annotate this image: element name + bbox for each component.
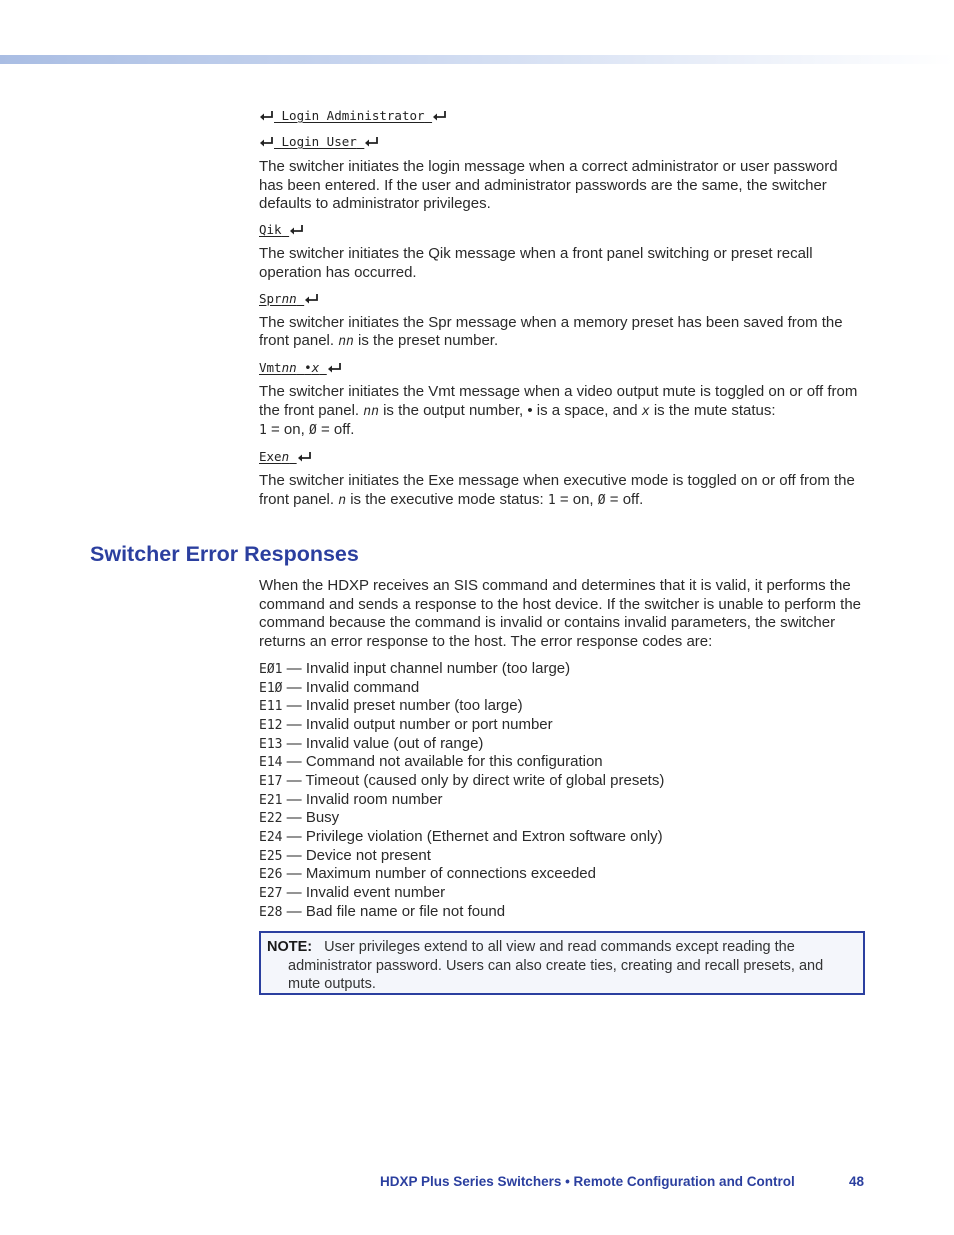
error-description: — Invalid preset number (too large) [282,697,523,715]
spr-response [259,291,865,307]
vmt-separator: • [304,359,312,375]
vmt-response [259,360,865,376]
qik-text: Qik [259,222,282,238]
error-code-item [259,660,865,679]
error-code: E26 [259,867,283,883]
exe-text: Exe [259,449,282,465]
section-heading: Switcher Error Responses [90,542,359,566]
error-code: E21 [259,792,283,808]
response-list [259,108,865,510]
enter-icon [297,451,312,463]
error-code: E27 [259,886,283,902]
error-code: E25 [259,848,283,864]
enter-icon [432,110,447,122]
spr-description: The switcher initiates the Spr message when a memory preset has been saved from the front panel. nn is the preset number. [259,313,843,350]
error-description: — Invalid value (out of range) [282,734,484,752]
exe-response [259,449,865,465]
page-footer [380,1174,864,1189]
enter-icon [304,293,319,305]
error-section [259,577,865,921]
vmt-description: The switcher initiates the Vmt message when a video output mute is toggled on or off from the front panel. nn is the output number, • is a space, and x is the mute status: 1 = on, Ø = off. [259,382,858,439]
error-code-item [259,791,865,810]
section-intro: When the HDXP receives an SIS command and determines that it is valid, it performs the command and sends a response to the host device. If the switcher is unable to perform the command because the command is invalid or contains invalid parameters, the switcher returns an error response to the host. The error response codes are: [259,577,861,651]
error-code-item [259,735,865,754]
error-code-item [259,865,865,884]
error-code-item [259,884,865,903]
enter-icon [259,110,274,122]
error-code-item [259,828,865,847]
error-code: E11 [259,699,283,715]
error-code: E14 [259,755,283,771]
error-description: — Bad file name or file not found [282,902,506,920]
error-description: — Maximum number of connections exceeded [282,865,596,883]
error-code-item [259,716,865,735]
error-code: EØ1 [259,661,283,677]
error-code: E17 [259,773,283,789]
footer-title: HDXP Plus Series Switchers • Remote Configuration and Control [380,1174,795,1189]
header-gradient-bar [0,55,954,64]
error-code: E1Ø [259,680,283,696]
login-user-response [259,134,865,150]
error-description: — Device not present [282,846,431,864]
login-description: The switcher initiates the login message when a correct administrator or user password has been entered. If the user and administrator passwords are the same, the switcher defaults to administrator privileges. [259,158,838,213]
page-number: 48 [848,1174,864,1189]
exe-description: The switcher initiates the Exe message when executive mode is toggled on or off from the front panel. n is the executive mode status: 1 = on, Ø = off. [259,472,855,508]
error-code-item [259,753,865,772]
error-code-item [259,772,865,791]
error-code: E24 [259,830,283,845]
error-description: — Invalid command [282,678,420,696]
spr-variable: nn [281,290,297,306]
error-description: — Invalid room number [282,790,443,808]
error-code-item [259,809,865,828]
error-code: E13 [259,736,283,752]
login-admin-text: Login Administrator [281,108,425,123]
error-description: — Invalid output number or port number [282,715,553,733]
error-description: — Busy [282,809,340,827]
error-description: — Invalid input channel number (too large) [282,659,571,677]
error-code: E28 [259,904,283,920]
qik-response [259,222,865,238]
login-user-text: Login User [281,134,357,149]
error-code: E12 [259,717,283,733]
note-text-line-3: mute outputs. [288,976,376,992]
error-description: — Privilege violation (Ethernet and Extron software only) [282,828,663,845]
error-code-item [259,903,865,922]
error-code-list [259,660,865,922]
vmt-variable-nn: nn [281,359,297,375]
vmt-text: Vmt [259,359,282,375]
qik-description: The switcher initiates the Qik message when a front panel switching or preset recall operation has occurred. [259,245,813,281]
note-box [259,931,865,995]
exe-variable: n [281,449,290,465]
spr-text: Spr [259,290,282,306]
error-code: E22 [259,811,283,827]
login-admin-response [259,108,865,124]
error-description: — Invalid event number [282,884,446,902]
error-code-item [259,847,865,866]
enter-icon [289,224,304,236]
enter-icon [259,136,274,148]
note-text-line-1: User privileges extend to all view and read commands except reading the [324,939,795,955]
error-code-item [259,697,865,716]
enter-icon [364,136,379,148]
note-label: NOTE: [267,939,313,955]
error-description: — Timeout (caused only by direct write of global presets) [282,771,665,789]
enter-icon [327,362,342,374]
error-code-item [259,679,865,698]
note-text-line-2: administrator password. Users can also create ties, creating and recall presets, and [288,957,824,974]
vmt-variable-x: x [311,359,320,375]
error-description: — Command not available for this configuration [282,753,603,771]
